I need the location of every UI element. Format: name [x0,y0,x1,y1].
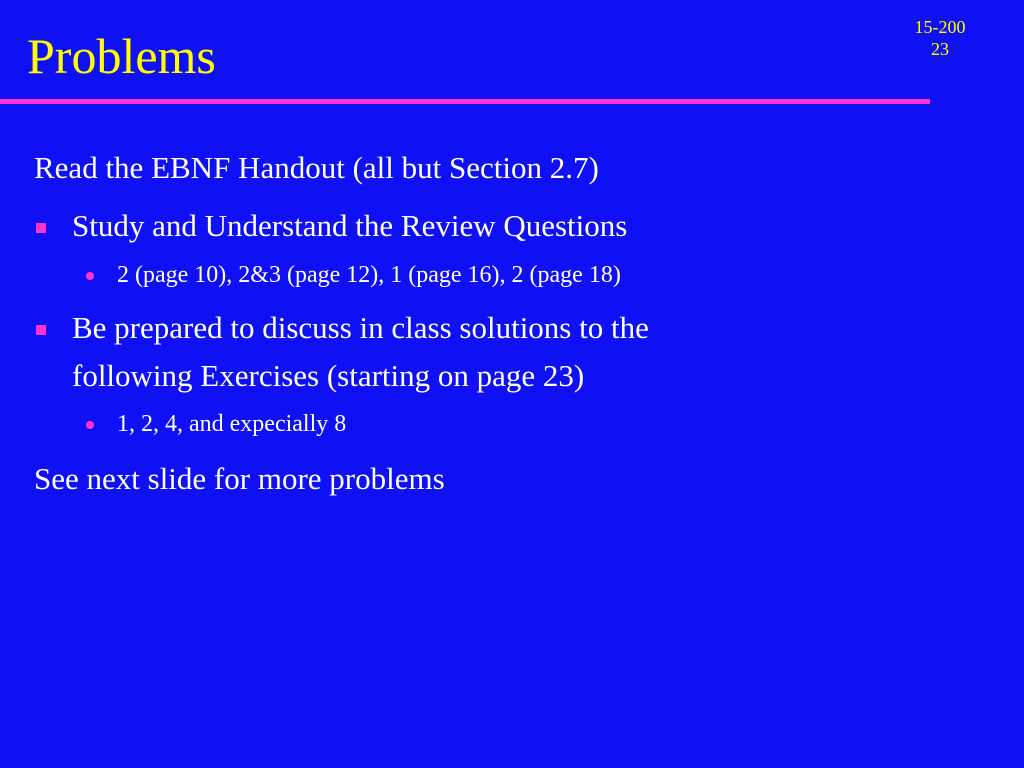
bullet-exercises-line1: Be prepared to discuss in class solutions to the [72,310,649,345]
sub-bullet-review-pages: 2 (page 10), 2&3 (page 12), 1 (page 16), 2 (page 18) [117,262,621,288]
intro-text: Read the EBNF Handout (all but Section 2.7) [34,150,599,185]
bullet-review-questions: Study and Understand the Review Questions [72,208,628,243]
round-bullet-icon [86,272,94,280]
course-number: 15-200 [914,17,966,37]
slide-title: Problems [27,28,216,84]
bullet-exercises-line2: following Exercises (starting on page 23) [72,358,585,393]
round-bullet-icon [86,421,94,429]
slide-number-block [900,16,980,60]
sub-bullet-exercise-list: 1, 2, 4, and expecially 8 [117,411,347,437]
title-divider [0,99,930,104]
square-bullet-icon [36,223,46,233]
outro-text: See next slide for more problems [34,461,445,496]
page-number: 23 [931,39,949,59]
square-bullet-icon [36,325,46,335]
